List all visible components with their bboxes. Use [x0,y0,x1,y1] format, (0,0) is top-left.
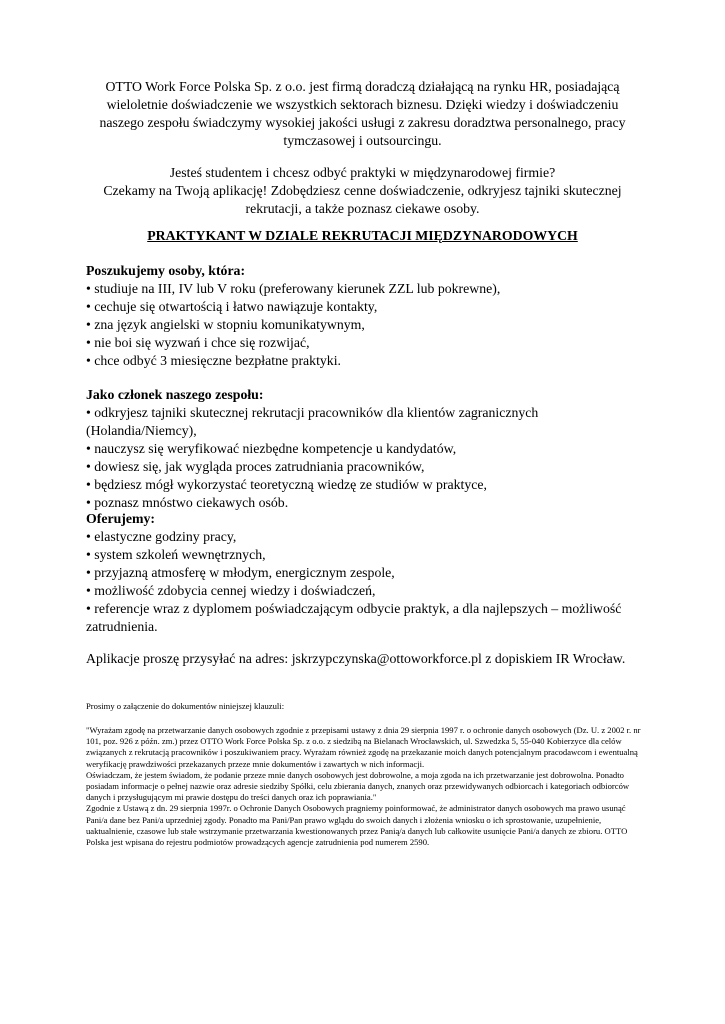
list-item: • możliwość zdobycia cennej wiedzy i doświadczeń, [86,583,376,598]
requirements-heading: Poszukujemy osoby, która: [86,263,246,278]
list-item: • nie boi się wyzwań i chce się rozwijać, [86,335,310,350]
invite-paragraph [84,164,641,218]
requirements-section [86,262,646,370]
list-item: • dowiesz się, jak wygląda proces zatrudniania pracowników, [86,459,425,474]
list-item: • zna język angielski w stopniu komunikatywnym, [86,317,365,332]
list-item: • system szkoleń wewnętrznych, [86,547,266,562]
clause-paragraph-declaration: Oświadczam, że jestem świadom, że podanie przeze mnie danych osobowych jest dobrowolne, a moja zgoda na ich przetwarzanie jest dobrowolna. Ponadto posiadam informacje o pełnej nazwie oraz adresie siedziby Spółki, celu zbierania danych, znanych oraz przewidywanych odbiorcach i kategoriach odbiorców danych i przysługującym mi prawie dostępu do treści danych oraz ich poprawiania." [86,769,630,803]
requirements-list [86,280,646,370]
clause-paragraph-information: Zgodnie z Ustawą z dn. 29 sierpnia 1997r. o Ochronie Danych Osobowych pragniemy poinformować, że administrator danych osobowych ma prawo usunąć Pani/a dane bez Pani/a uprzedniej zgody. Ponadto ma Pani/Pan prawo wglądu do swoich danych i złożenia wniosku o ich sprostowanie, uzupełnienie, uaktualnienie, czasowe lub stałe wstrzymanie przetwarzania kwestionowanych przez Panią/a danych lub całkowite usunięcie Pani/a danych ze zbioru. OTTO Polska jest wpisana do rejestru podmiotów prowadzących agencje zatrudnienia pod numerem 2590. [86,803,628,848]
list-item: • elastyczne godziny pracy, [86,529,237,544]
list-item: • studiuje na III, IV lub V roku (preferowany kierunek ZZL lub pokrewne), [86,281,501,296]
list-item: • chce odbyć 3 miesięczne bezpłatne praktyki. [86,353,341,368]
offer-list [86,528,646,636]
job-title: PRAKTYKANT W DZIALE REKRUTACJI MIĘDZYNARODOWYCH [147,228,578,243]
list-item: • referencje wraz z dyplomem poświadczającym odbycie praktyk, a dla najlepszych – możliwość zatrudnienia. [86,601,622,634]
list-item: • będziesz mógł wykorzystać teoretyczną wiedzę ze studiów w praktyce, [86,477,487,492]
team-section [86,386,646,512]
clause-paragraph-consent: "Wyrażam zgodę na przetwarzanie danych osobowych zgodnie z przepisami ustawy z dnia 29 sierpnia 1997 r. o ochronie danych osobowych (Dz. U. z 2002 r. nr 101, poz. 926 z późn. zm.) przez OTTO Work Force Polska Sp. z o.o. z siedzibą na Bielanach Wrocławskich, ul. Szwedzka 5, 55-040 Kobierzyce dla celów związanych z rekrutacją pracowników i poszukiwaniem pracy. Wyrażam również zgodę na przekazanie moich danych potencjalnym pracodawcom i ewentualną weryfikację prawdziwości przekazanych przeze mnie dokumentów i zawartych w nich informacji. [86,725,641,769]
apply-instructions: Aplikacje proszę przysyłać na adres: jskrzypczynska@ottoworkforce.pl z dopiskiem IR Wrocław. [86,651,626,666]
invite-line-2: Czekamy na Twoją aplikację! Zdobędziesz cenne doświadczenie, odkryjesz tajniki skutecznej rekrutacji, a także poznasz ciekawe osoby. [103,183,622,216]
team-heading: Jako członek naszego zespołu: [86,387,264,402]
gdpr-clause [86,725,641,848]
offer-section [86,510,646,636]
list-item: • przyjazną atmosferę w młodym, energicznym zespole, [86,565,395,580]
list-item: • cechuje się otwartością i łatwo nawiązuje kontakty, [86,299,378,314]
offer-heading: Oferujemy: [86,511,155,526]
list-item: • nauczysz się weryfikować niezbędne kompetencje u kandydatów, [86,441,457,456]
list-item: • odkryjesz tajniki skutecznej rekrutacji pracowników dla klientów zagranicznych (Holandia/Niemcy), [86,405,539,438]
list-item: • poznasz mnóstwo ciekawych osób. [86,495,289,510]
clause-note: Prosimy o załączenie do dokumentów niniejszej klauzuli: [86,701,285,711]
invite-line-1: Jesteś studentem i chcesz odbyć praktyki w międzynarodowej firmie? [169,165,556,180]
intro-paragraph: OTTO Work Force Polska Sp. z o.o. jest firmą doradczą działającą na rynku HR, posiadającą wieloletnie doświadczenie we wszystkich sektorach biznesu. Dzięki wiedzy i doświadczeniu naszego zespołu świadczymy wysokiej jakości usługi z zakresu doradztwa personalnego, pracy tymczasowej i outsourcingu. [99,79,626,148]
team-list [86,404,646,512]
